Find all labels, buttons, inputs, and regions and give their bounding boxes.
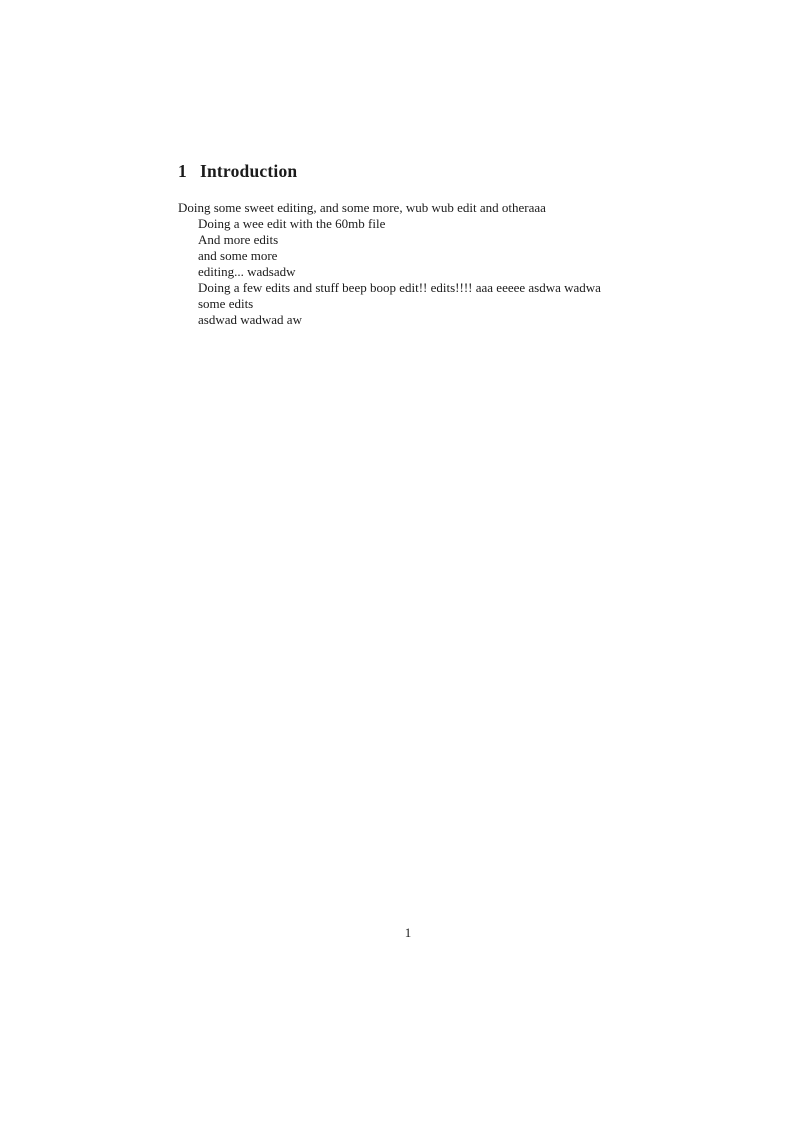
body-line: asdwad wadwad aw xyxy=(198,312,302,327)
body-line: And more edits xyxy=(198,232,279,247)
body-line: Doing some sweet editing, and some more, wub wub edit and otheraaa xyxy=(178,200,546,215)
body-line: editing... wadsadw xyxy=(198,264,296,279)
body-line: Doing a wee edit with the 60mb file xyxy=(198,216,386,231)
section-title: Introduction xyxy=(199,161,298,181)
body-line: and some more xyxy=(198,248,278,263)
page-number: 1 xyxy=(404,925,412,940)
section-heading xyxy=(178,161,638,181)
paragraph-block xyxy=(178,200,638,328)
body-line: Doing a few edits and stuff beep boop edit!! edits!!!! aaa eeeee asdwa wadwa xyxy=(198,280,601,295)
body-line: some edits xyxy=(198,296,254,311)
text-block xyxy=(178,161,638,328)
section-number: 1 xyxy=(178,161,187,181)
